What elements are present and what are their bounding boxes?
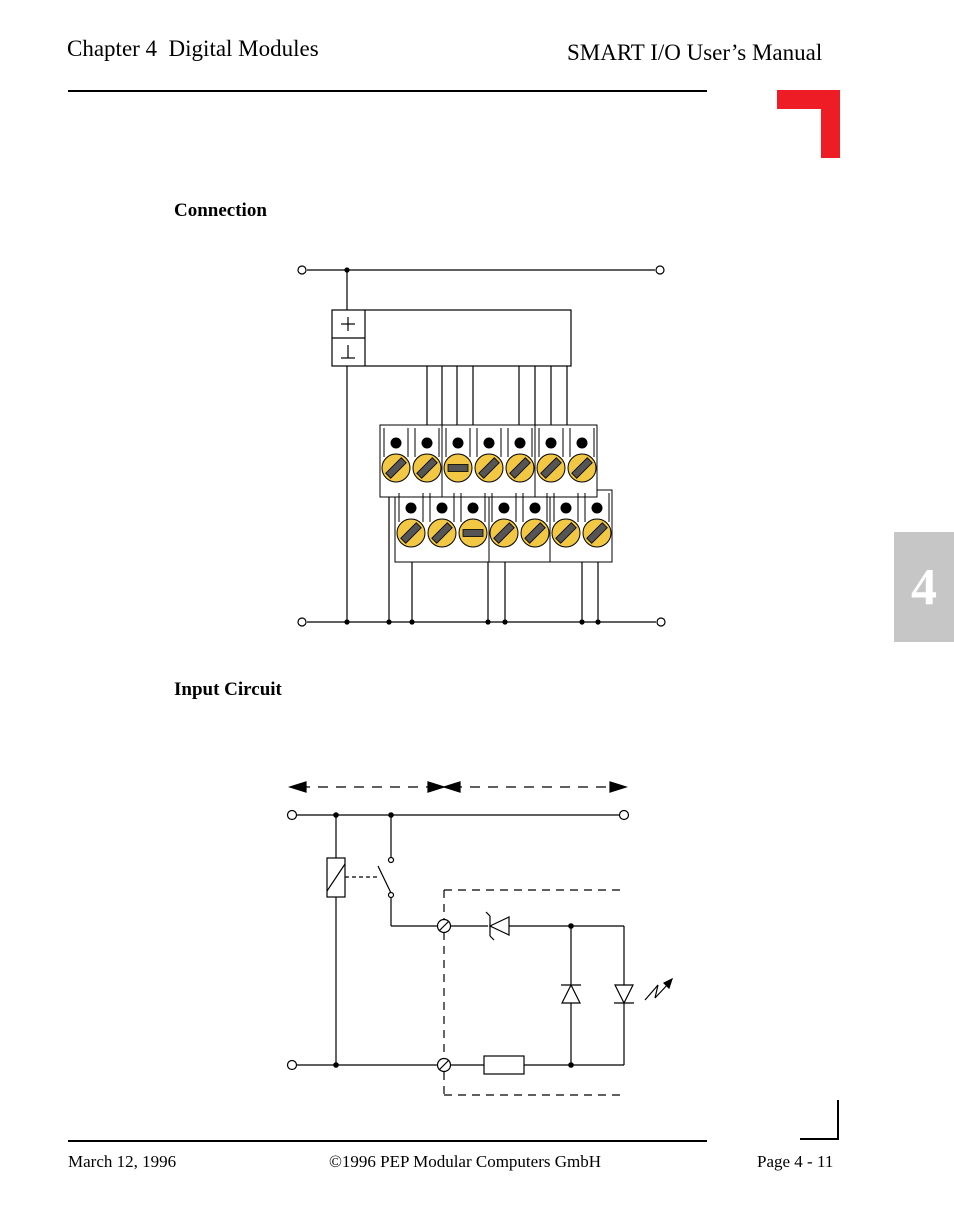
lower-terminal-screw-6 [552, 493, 580, 547]
corner-mark-vertical [837, 1100, 839, 1140]
footer-copyright: ©1996 PEP Modular Computers GmbH [329, 1152, 602, 1171]
switch-contact-icon [378, 815, 394, 898]
chapter-number: 4 [911, 558, 937, 616]
chapter-title: Chapter 4 Digital Modules [67, 36, 319, 61]
corner-mark-horizontal [800, 1138, 839, 1140]
connection-heading: Connection [174, 200, 267, 221]
header-rule [68, 90, 707, 92]
upper-terminal-screw-3 [444, 428, 472, 482]
lower-terminal-screw-5 [521, 493, 549, 547]
input-circuit-heading: Input Circuit [174, 679, 282, 700]
lower-terminal-screw-4 [490, 493, 518, 547]
lower-terminal-screw-1 [397, 493, 425, 547]
manual-title: SMART I/O User’s Manual [567, 40, 823, 65]
upper-terminal-screw-7 [568, 428, 596, 482]
lower-terminal-screw-2 [428, 493, 456, 547]
lower-terminal-screw-3 [459, 493, 487, 547]
plus-symbol-icon [341, 317, 355, 331]
footer-page-number: Page 4 - 11 [757, 1152, 834, 1171]
terminal-screw-icon [438, 1059, 451, 1072]
upper-terminal-screw-4 [475, 428, 503, 482]
footer-rule [68, 1140, 707, 1142]
upper-terminal-screw-5 [506, 428, 534, 482]
upper-terminal-block [380, 425, 597, 497]
upper-terminal-screw-2 [413, 428, 441, 482]
upper-terminal-screw-1 [382, 428, 410, 482]
ground-symbol-icon [341, 345, 355, 358]
zener-diode-icon [486, 912, 509, 940]
relay-coil-icon [327, 858, 345, 897]
diode-icon [561, 985, 581, 1003]
upper-terminal-screw-6 [537, 428, 565, 482]
chapter-corner-mark [777, 90, 840, 158]
footer-date: March 12, 1996 [68, 1152, 177, 1171]
resistor-icon [484, 1056, 524, 1074]
chapter-number-tab [894, 532, 954, 642]
lower-terminal-block [395, 490, 612, 562]
lower-terminal-screw-7 [583, 493, 611, 547]
led-icon [614, 979, 672, 1003]
terminal-screw-icon [438, 920, 451, 933]
